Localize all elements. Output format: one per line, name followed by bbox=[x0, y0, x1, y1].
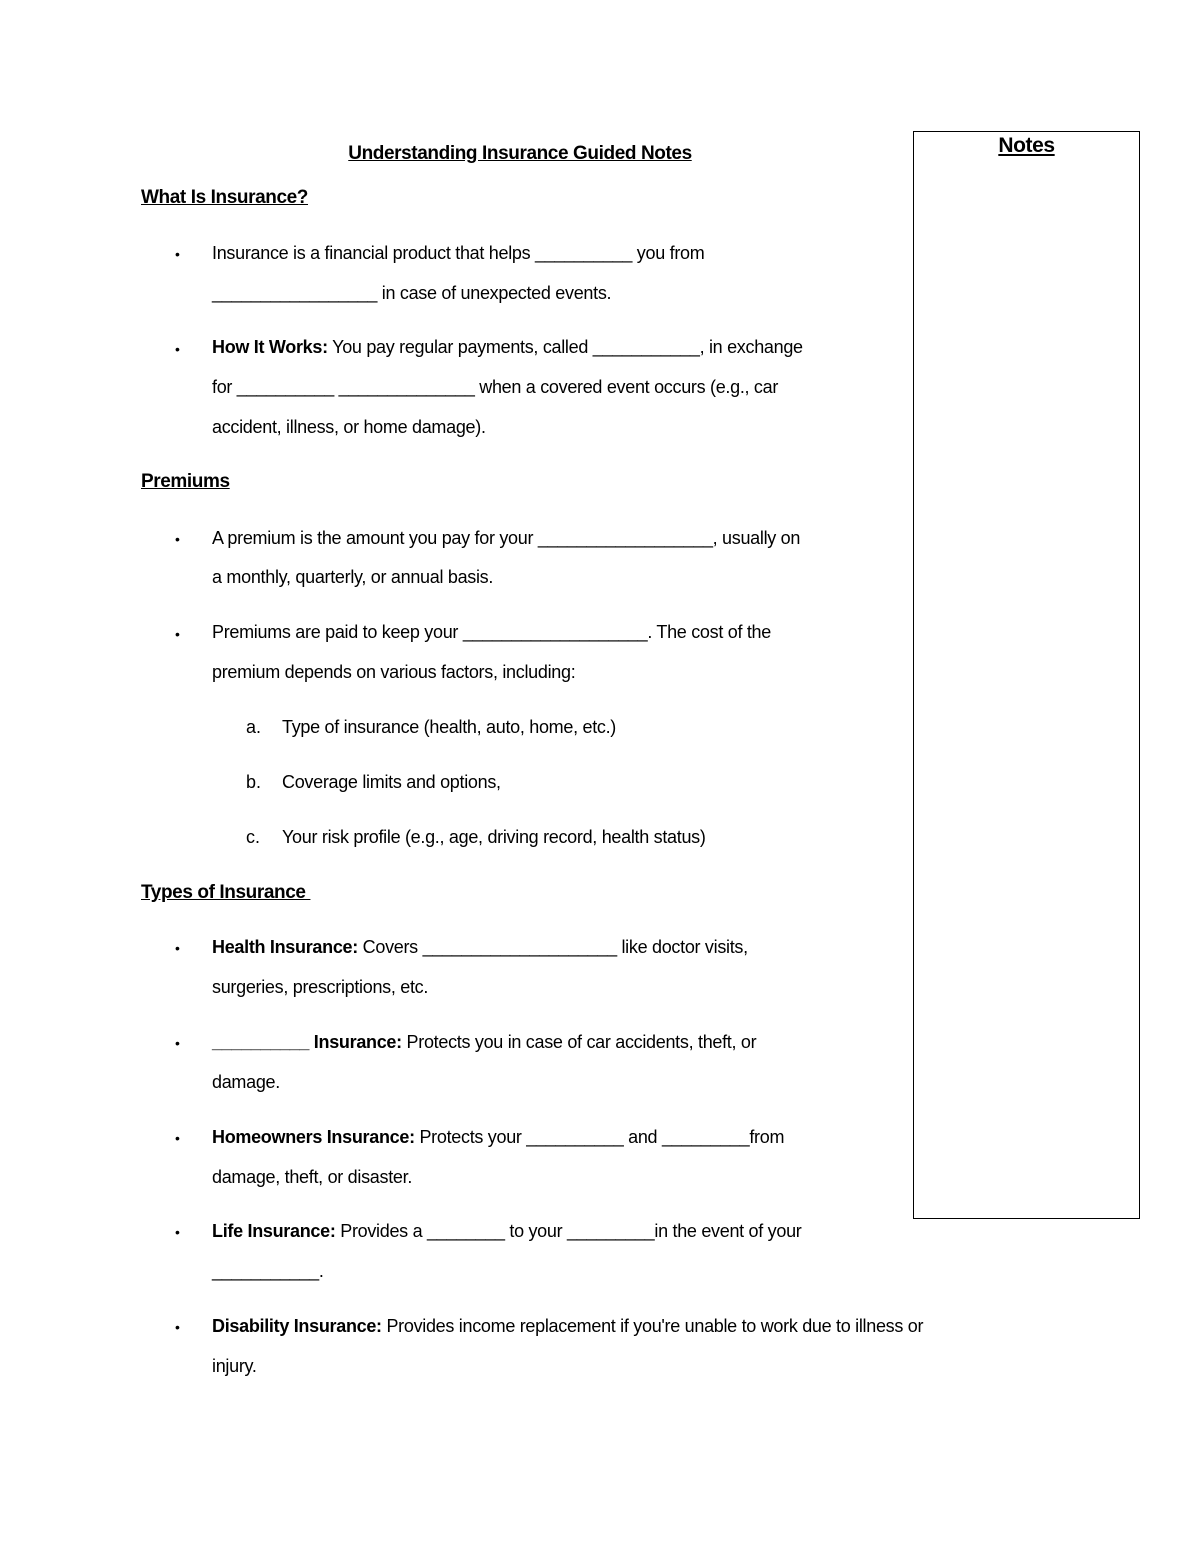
bullet-icon: • bbox=[175, 1035, 180, 1051]
bullet-icon: • bbox=[175, 940, 180, 956]
disability-insurance-text: Provides income replacement if you're unable to work due to illness or bbox=[381, 1316, 924, 1336]
premiums-b2-line1: Premiums are paid to keep your ___________________. The cost of the bbox=[212, 622, 771, 642]
auto-line1 bbox=[212, 1032, 756, 1053]
disability-line2: injury. bbox=[212, 1356, 257, 1376]
bullet-icon: • bbox=[175, 531, 180, 547]
auto-insurance-text: Protects you in case of car accidents, theft, or bbox=[401, 1032, 757, 1052]
bullet-icon: • bbox=[175, 1319, 180, 1335]
life-insurance-text: Provides a ________ to your _________in the event of your bbox=[335, 1221, 802, 1241]
heading-types-of-insurance: Types of Insurance bbox=[141, 882, 311, 903]
bullet-icon: • bbox=[175, 341, 180, 357]
health-insurance-text: Covers ____________________ like doctor visits, bbox=[357, 937, 748, 957]
notes-box bbox=[913, 131, 1140, 1219]
factor-marker: a. bbox=[246, 717, 262, 737]
life-line1 bbox=[212, 1221, 802, 1242]
factor-item: Your risk profile (e.g., age, driving record, health status) bbox=[282, 827, 706, 847]
how-it-works-text: You pay regular payments, called ___________, in exchange bbox=[327, 337, 803, 357]
bullet-icon: • bbox=[175, 1130, 180, 1146]
bullet-icon: • bbox=[175, 1224, 180, 1240]
auto-line2: damage. bbox=[212, 1072, 280, 1092]
how-it-works-label: How It Works: bbox=[212, 337, 328, 357]
premiums-b2-line2: premium depends on various factors, including: bbox=[212, 662, 576, 682]
life-line2: ___________. bbox=[212, 1261, 324, 1281]
life-insurance-label: Life Insurance: bbox=[212, 1221, 336, 1241]
home-line1 bbox=[212, 1127, 784, 1148]
factor-marker: c. bbox=[246, 827, 261, 847]
heading-premiums: Premiums bbox=[141, 471, 230, 492]
bullet-icon: • bbox=[175, 246, 180, 262]
factor-item: Type of insurance (health, auto, home, etc.) bbox=[282, 717, 616, 737]
what-is-b2-line2: for __________ ______________ when a covered event occurs (e.g., car bbox=[212, 377, 779, 397]
premiums-b1-line1: A premium is the amount you pay for your __________________, usually on bbox=[212, 528, 801, 548]
what-is-b2-line1 bbox=[212, 337, 803, 358]
auto-insurance-label: __________ Insurance: bbox=[212, 1032, 402, 1052]
heading-what-is-insurance: What Is Insurance? bbox=[141, 187, 309, 208]
health-insurance-label: Health Insurance: bbox=[212, 937, 358, 957]
notes-title: Notes bbox=[998, 134, 1055, 157]
what-is-b1-line1: Insurance is a financial product that helps __________ you from bbox=[212, 243, 705, 263]
what-is-b2-line3: accident, illness, or home damage). bbox=[212, 417, 486, 437]
document-title: Understanding Insurance Guided Notes bbox=[348, 143, 692, 164]
factor-marker: b. bbox=[246, 772, 262, 792]
disability-insurance-label: Disability Insurance: bbox=[212, 1316, 382, 1336]
bullet-icon: • bbox=[175, 626, 180, 642]
health-line2: surgeries, prescriptions, etc. bbox=[212, 977, 429, 997]
homeowners-insurance-label: Homeowners Insurance: bbox=[212, 1127, 415, 1147]
what-is-b1-line2: _________________ in case of unexpected events. bbox=[212, 283, 612, 303]
homeowners-insurance-text: Protects your __________ and _________from bbox=[414, 1127, 785, 1147]
premiums-b1-line2: a monthly, quarterly, or annual basis. bbox=[212, 567, 494, 587]
home-line2: damage, theft, or disaster. bbox=[212, 1167, 413, 1187]
factor-item: Coverage limits and options, bbox=[282, 772, 501, 792]
health-line1 bbox=[212, 937, 748, 958]
disability-line1 bbox=[212, 1316, 923, 1337]
